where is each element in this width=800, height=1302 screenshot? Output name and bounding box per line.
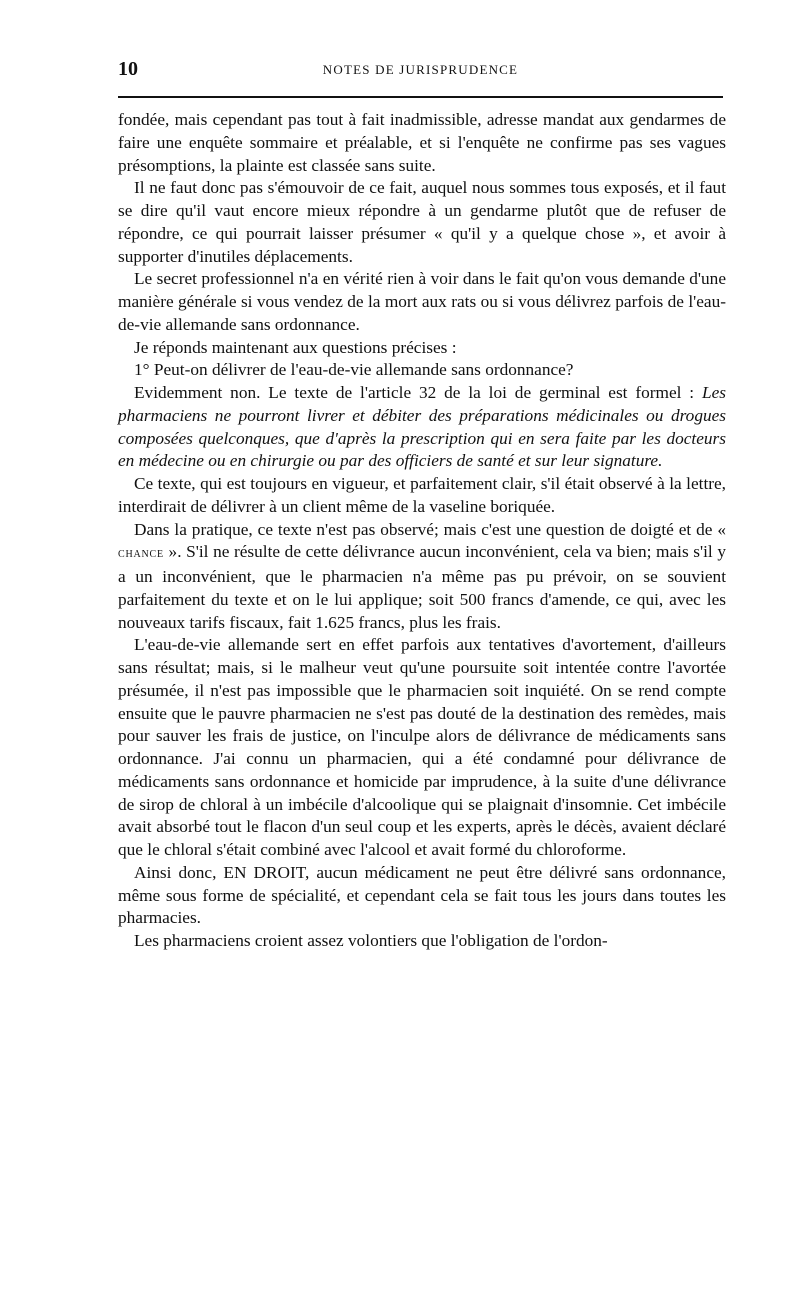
paragraph-text: Dans la pratique, ce texte n'est pas observé; mais c'est une question de doigté et de « <box>134 519 726 539</box>
paragraph: Les pharmaciens croient assez volontiers que l'obligation de l'ordon- <box>134 931 608 950</box>
paragraph: fondée, mais cependant pas tout à fait inadmissible, adresse mandat aux gendarmes de faire une enquête sommaire et préalable, et si l'enquête ne confirme pas ses vagues présomptions, la plainte est classée sans suite. <box>118 110 726 175</box>
paragraph: Je réponds maintenant aux questions précises : <box>134 337 457 357</box>
running-head: NOTES DE JURISPRUDENCE <box>322 62 519 77</box>
paragraph: Ainsi donc, EN DROIT, aucun médicament ne peut être délivré sans ordonnance, même sous forme de spécialité, et cependant cela se fait tous les jours dans toutes les pharmacies. <box>118 862 726 928</box>
paragraph: 1° Peut-on délivrer de l'eau-de-vie allemande sans ordonnance? <box>134 360 574 380</box>
paragraph: Le secret professionnel n'a en vérité rien à voir dans le fait qu'on vous demande d'une manière générale si vous vendez de la mort aux rats ou si vous délivrez parfois de l'eau-de-vie allemande sans ordonnance. <box>118 269 726 334</box>
small-caps-word: chance <box>118 546 164 562</box>
paragraph-text: Evidemment non. Le texte de l'article 32 de la loi de germinal est formel : <box>134 383 695 402</box>
paragraph-with-quote <box>118 382 726 473</box>
italic-quote: Les pharmaciens ne pourront livrer et débiter des préparations médicinales ou drogues composées quelconques, que d'après la prescription qui en sera faite par les docteurs en médecine ou en chirurgie ou par des officiers de santé et sur leur signature. <box>118 383 726 471</box>
paragraph: Ce texte, qui est toujours en vigueur, et parfaitement clair, s'il était observé à la lettre, interdirait de délivrer à un client même de la vaseline boriquée. <box>118 474 726 516</box>
header-rule <box>118 96 723 98</box>
paragraph: L'eau-de-vie allemande sert en effet parfois aux tentatives d'avortement, d'ailleurs sans résultat; mais, si le malheur veut qu'une poursuite soit intentée contre l'avortée présumée, il n'est pas impossible que le pharmacien soit inquiété. On se rend compte ensuite que le pauvre pharmacien ne s'est pas douté de la destination des remèdes, mais pour sauver les frais de justice, on l'inculpe alors de délivrance de médicaments sans ordonnance. J'ai connu un pharmacien, qui a été condamné pour délivrance de médicaments sans ordonnance et homicide par imprudence, à la suite d'une délivrance de sirop de chloral à un imbécile d'alcoolique qui se plaignait d'insomnie. Cet imbécile avait absorbé tout le flacon d'un seul coup et les experts, après le décès, avaient déclaré que le chloral s'était combiné avec l'alcool et avait formé du chloroforme. <box>118 635 726 859</box>
paragraph-text: ». S'il ne résulte de cette délivrance aucun inconvénient, cela va bien; mais s'il y a un inconvénient, que le pharmacien n'a même pas pu prévoir, on se souvient parfaitement du texte et on le lui applique; soit 500 francs d'amende, ce qui, avec les nouveaux tarifs fiscaux, fait 1.625 francs, plus les frais. <box>118 542 726 632</box>
paragraph-with-small-caps <box>118 519 726 635</box>
body-text <box>118 109 726 953</box>
page-header <box>118 58 723 82</box>
paragraph: Il ne faut donc pas s'émouvoir de ce fait, auquel nous sommes tous exposés, et il faut se dire qu'il vaut encore mieux répondre à un gendarme plutôt que de refuser de répondre, ce qui pourrait laisser présumer « qu'il y a quelque chose », et avoir à supporter d'inutiles déplacements. <box>118 178 726 266</box>
page-number: 10 <box>118 58 138 80</box>
